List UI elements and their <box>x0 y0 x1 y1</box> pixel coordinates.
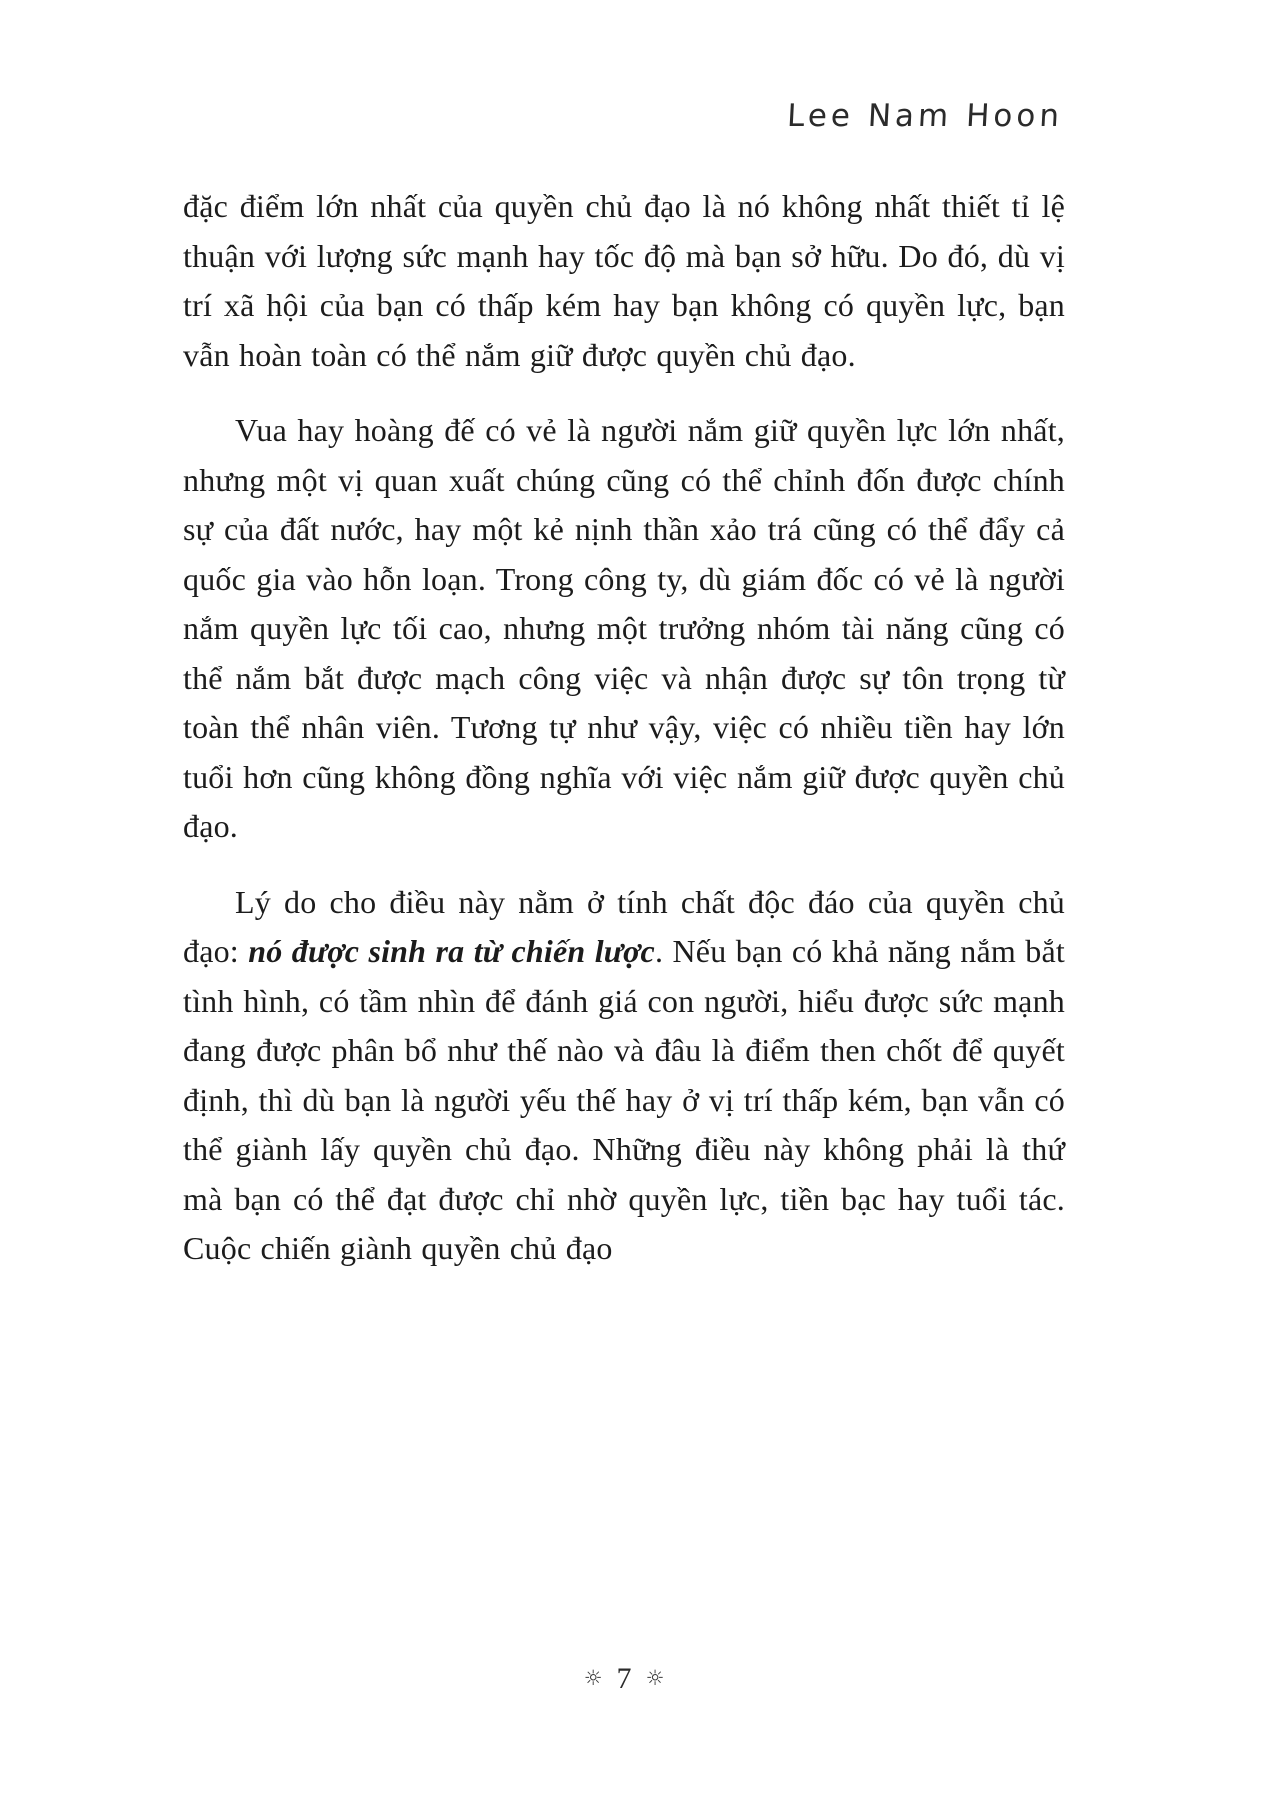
running-head-author: Lee Nam Hoon <box>786 98 1064 134</box>
text-run: Vua hay hoàng đế có vẻ là người nắm giữ quyền lực lớn nhất, nhưng một vị quan xuất chúng cũng có thể chỉnh đốn được chính sự của đất nước, hay một kẻ nịnh thần xảo trá cũng có thể đẩy cả quốc gia vào hỗn loạn. Trong công ty, dù giám đốc có vẻ là người nắm quyền lực tối cao, nhưng một trưởng nhóm tài năng cũng có thể nắm bắt được mạch công việc và nhận được sự tôn trọng từ toàn thể nhân viên. Tương tự như vậy, việc có nhiều tiền hay lớn tuổi hơn cũng không đồng nghĩa với việc nắm giữ được quyền chủ đạo. <box>183 412 1065 844</box>
page-body <box>183 182 1065 1300</box>
text-run: . Nếu bạn có khả năng nắm bắt tình hình, có tầm nhìn để đánh giá con người, hiểu được sức mạnh đang được phân bổ như thế nào và đâu là điểm then chốt để quyết định, thì dù bạn là người yếu thế hay ở vị trí thấp kém, bạn vẫn có thể giành lấy quyền chủ đạo. Những điều này không phải là thứ mà bạn có thể đạt được chỉ nhờ quyền lực, tiền bạc hay tuổi tác. Cuộc chiến giành quyền chủ đạo <box>183 933 1065 1266</box>
page-footer <box>183 1662 1065 1696</box>
paragraph <box>183 406 1065 852</box>
page-number: 7 <box>616 1662 632 1695</box>
paragraph <box>183 182 1065 380</box>
sun-ornament-icon: ☼ <box>583 1666 603 1690</box>
text-run: Lý do cho điều này nằm ở tính chất độc đáo của quyền chủ đạo: <box>183 883 1065 969</box>
sun-ornament-icon: ☼ <box>645 1666 665 1690</box>
text-run: đặc điểm lớn nhất của quyền chủ đạo là nó không nhất thiết tỉ lệ thuận với lượng sức mạnh hay tốc độ mà bạn sở hữu. Do đó, dù vị trí xã hội của bạn có thấp kém hay bạn không có quyền lực, bạn vẫn hoàn toàn có thể nắm giữ được quyền chủ đạo. <box>183 188 1065 373</box>
paragraph <box>183 878 1065 1274</box>
emphasized-phrase: nó được sinh ra từ chiến lược <box>248 933 655 969</box>
